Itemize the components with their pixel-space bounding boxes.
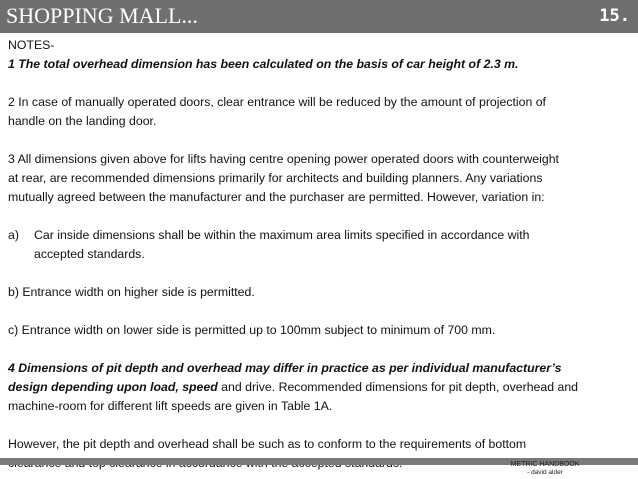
list-item-c: c) Entrance width on lower side is permitted up to 100mm subject to minimum of 700 mm. xyxy=(8,323,496,337)
closing-line-1: However, the pit depth and overhead shall be such as to conform to the requirements of bottom xyxy=(8,437,527,451)
note-4-line-3: machine-room for different lift speeds are given in Table 1A. xyxy=(8,399,333,413)
notes-heading: NOTES- xyxy=(8,38,55,52)
note-4-line-2-bold: design depending upon load, speed xyxy=(8,380,218,394)
list-item-b: b) Entrance width on higher side is permitted. xyxy=(8,285,255,299)
note-3-line-1: 3 All dimensions given above for lifts having centre opening power operated doors with counterweight xyxy=(8,152,559,166)
note-2-line-2: handle on the landing door. xyxy=(8,114,157,128)
notes-body xyxy=(8,36,634,473)
item-a-line-2: accepted standards. xyxy=(34,247,145,261)
note-2-line-1: 2 In case of manually operated doors, clear entrance will be reduced by the amount of projection of xyxy=(8,95,546,109)
note-3-line-3: mutually agreed between the manufacturer and the purchaser are permitted. However, variation in: xyxy=(8,190,545,204)
note-1: 1 The total overhead dimension has been calculated on the basis of car height of 2.3 m. xyxy=(8,57,519,71)
slide-number: 15. xyxy=(599,6,630,26)
item-a-line-1: Car inside dimensions shall be within the maximum area limits specified in accordance with xyxy=(34,228,530,242)
note-4-line-1: 4 Dimensions of pit depth and overhead may differ in practice as per individual manufacturer’s xyxy=(8,361,562,375)
note-4-line-2-rest: and drive. Recommended dimensions for pit depth, overhead and xyxy=(217,380,578,394)
list-marker-a: a) xyxy=(8,228,19,242)
list-item-a xyxy=(8,226,634,264)
footer-source: METRIC HANDBOOK xyxy=(510,461,580,468)
title-bar xyxy=(0,0,638,33)
slide-title: SHOPPING MALL... xyxy=(6,3,198,28)
note-3-line-2: at rear, are recommended dimensions primarily for architects and building planners. Any variations xyxy=(8,171,543,185)
note-4-line-2 xyxy=(8,378,634,397)
footer-author: - david alder xyxy=(527,469,563,476)
